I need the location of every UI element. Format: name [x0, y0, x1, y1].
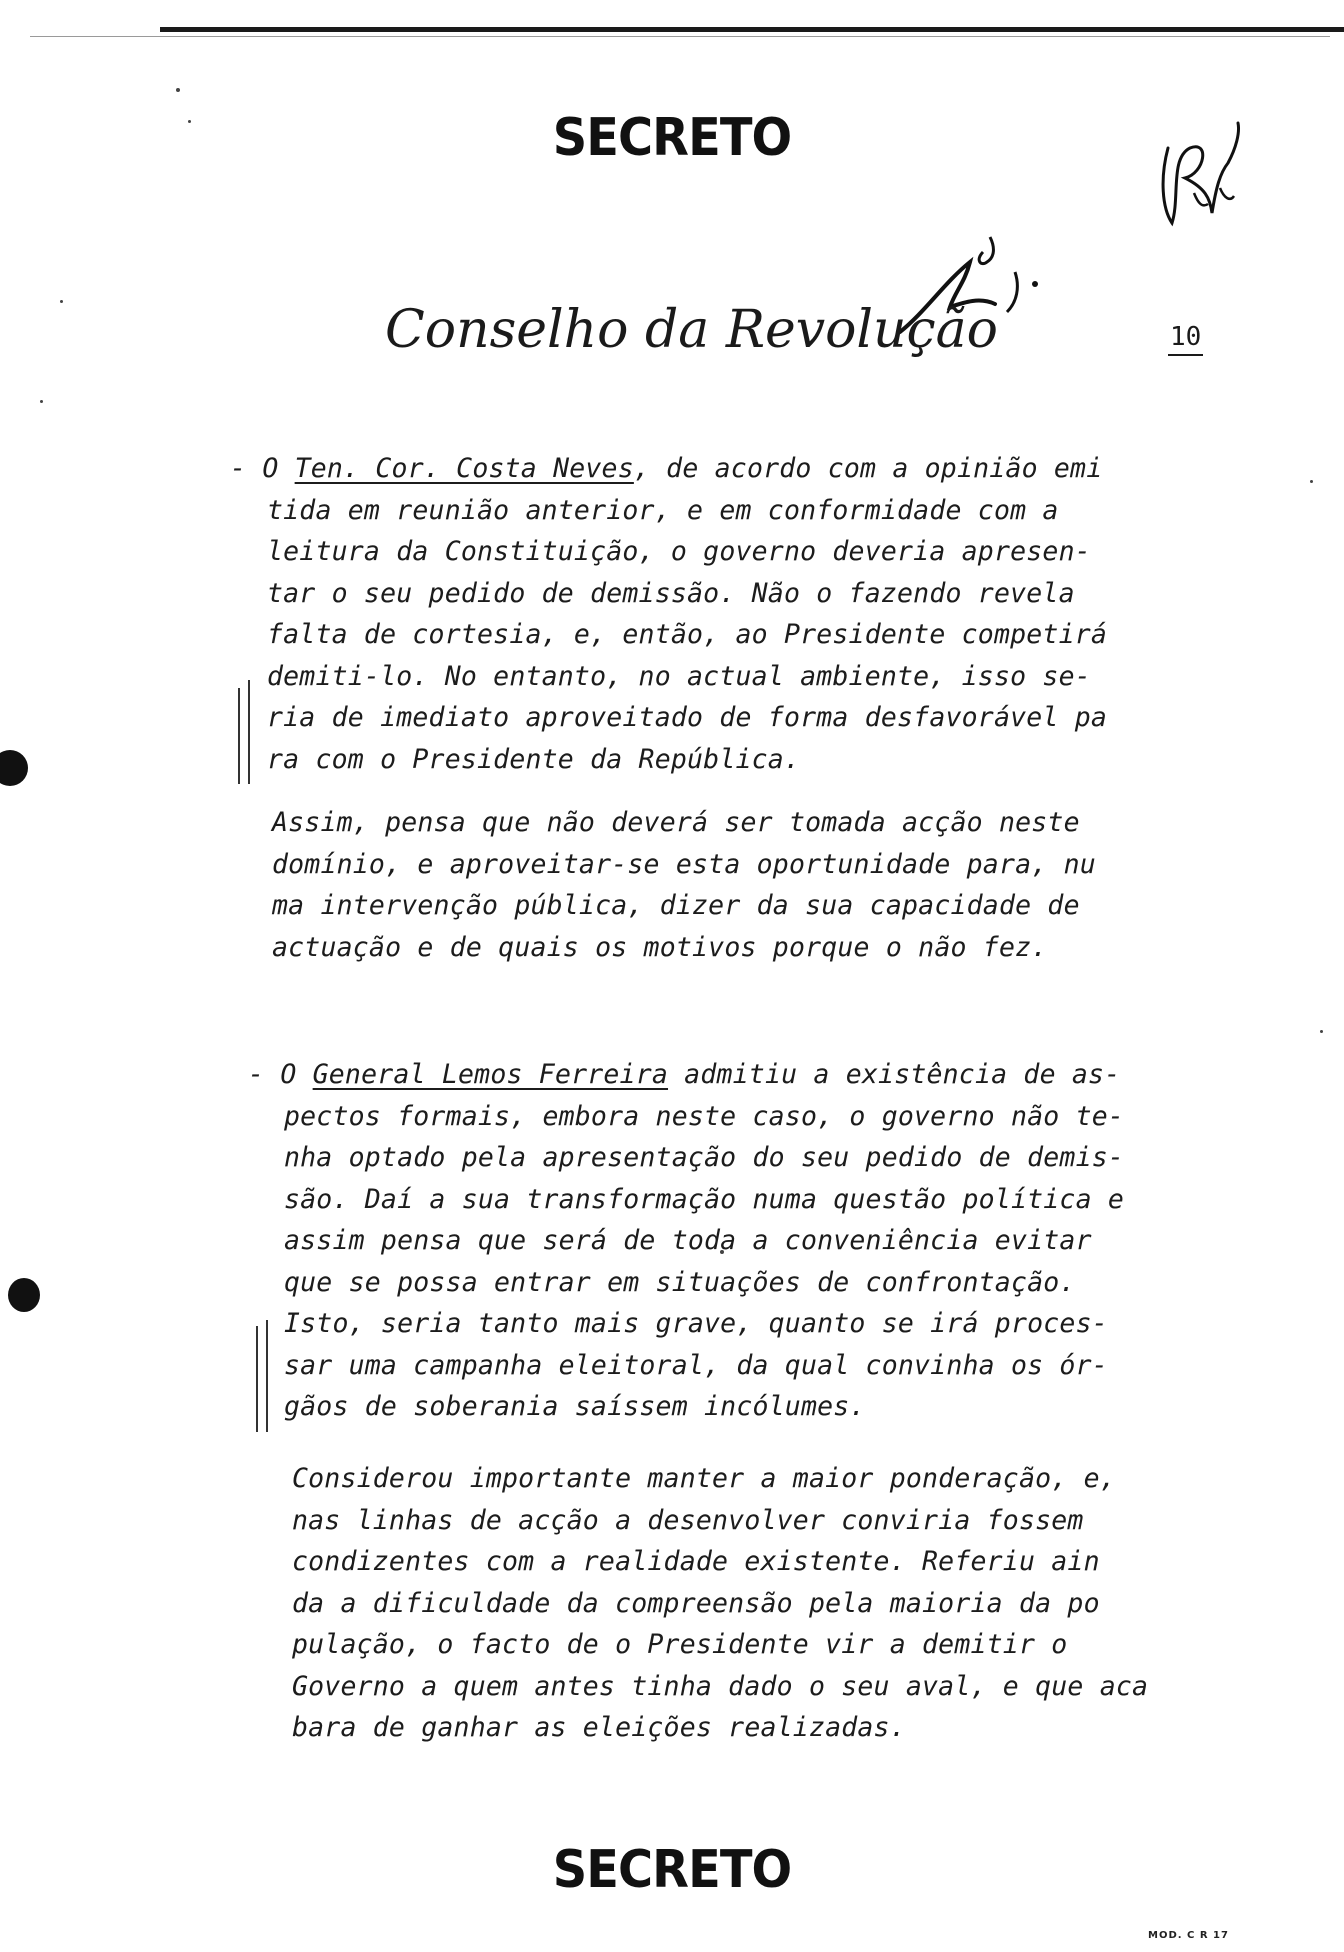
bullet: -	[230, 453, 247, 484]
text-line: actuação e de quais os motivos porque o não fez.	[272, 931, 1048, 963]
classification-stamp-bottom: SECRETO	[552, 1840, 792, 1900]
intervention-2-body	[284, 1096, 1124, 1428]
scan-speck	[1320, 1030, 1323, 1033]
text-line: que se possa entrar em situações de confrontação.	[284, 1266, 1076, 1298]
intervention-1-continuation	[272, 802, 1096, 968]
text-line: domínio, e aproveitar-se esta oportunidade para, nu	[272, 848, 1096, 880]
bullet: -	[248, 1059, 265, 1090]
text-line: ma intervenção pública, dizer da sua capacidade de	[272, 890, 1080, 921]
intervention-1	[230, 448, 1102, 490]
text-line: nas linhas de acção a desenvolver conviria fossem	[292, 1504, 1084, 1536]
text-line: bara de ganhar as eleições realizadas.	[292, 1712, 906, 1743]
text-line: condizentes com a realidade existente. Referiu ain	[292, 1546, 1100, 1577]
text-line: são. Daí a sua transformação numa questão política e	[284, 1183, 1125, 1215]
scan-speck	[176, 88, 180, 92]
form-code: MOD. C R 17	[1148, 1930, 1229, 1941]
text-line: Isto, seria tanto mais grave, quanto se irá proces-	[284, 1308, 1108, 1339]
text-line: assim pensa que será de toda a conveniência evitar	[284, 1225, 1092, 1256]
margin-mark	[256, 1326, 258, 1432]
speaker-name: General Lemos Ferreira	[312, 1059, 669, 1090]
text-line: ria de imediato aproveitado de forma desfavorável pa	[267, 702, 1108, 733]
text-line: tida em reunião anterior, e em conformidade com a	[267, 494, 1059, 526]
text-line: falta de cortesia, e, então, ao Presidente competirá	[267, 619, 1108, 650]
speaker-name: Ten. Cor. Costa Neves	[294, 453, 634, 484]
margin-mark	[238, 688, 240, 784]
binder-hole-top	[0, 750, 28, 786]
text-line: Considerou importante manter a maior ponderação, e,	[292, 1463, 1116, 1494]
text-line: nha optado pela apresentação do seu pedido de demis-	[284, 1142, 1125, 1173]
intervention-2-continuation	[292, 1458, 1148, 1749]
text-line: Assim, pensa que não deverá ser tomada acção neste	[272, 807, 1080, 838]
text-line: gãos de soberania saíssem incólumes.	[284, 1391, 866, 1422]
text-line: pectos formais, embora neste caso, o governo não te-	[284, 1100, 1125, 1132]
text-line: sar uma campanha eleitoral, da qual convinha os ór-	[284, 1349, 1108, 1381]
text-line: ra com o Presidente da República.	[267, 743, 801, 775]
intervention-2	[248, 1054, 1120, 1096]
scan-top-line	[30, 36, 1330, 37]
intervention-2-first-line: - O General Lemos Ferreira admitiu a existência de as-	[248, 1059, 1121, 1090]
page-number: 10	[1168, 322, 1203, 356]
text-line: leitura da Constituição, o governo deveria apresen-	[267, 536, 1091, 567]
scan-speck	[1310, 480, 1313, 483]
scan-top-edge	[160, 27, 1344, 32]
intervention-1-body	[267, 490, 1107, 781]
margin-mark	[248, 680, 250, 784]
intervention-1-first-line: - O Ten. Cor. Costa Neves, de acordo com a opinião emi	[230, 453, 1103, 484]
text-line: Governo a quem antes tinha dado o seu aval, e que aca	[292, 1670, 1149, 1702]
text-line: tar o seu pedido de demissão. Não o fazendo revela	[267, 577, 1075, 609]
text-line: pulação, o facto de o Presidente vir a demitir o	[292, 1629, 1068, 1660]
binder-hole-bottom	[8, 1278, 40, 1312]
text-line: da a dificuldade da compreensão pela maioria da po	[292, 1587, 1100, 1619]
scan-speck	[40, 400, 43, 403]
margin-mark	[266, 1320, 268, 1432]
handwritten-initials-top-right	[1150, 118, 1250, 248]
letterhead-title: Conselho da Revolução	[385, 300, 998, 360]
classification-stamp-top: SECRETO	[552, 108, 792, 168]
scan-speck	[60, 300, 63, 303]
text-line: demiti-lo. No entanto, no actual ambiente, isso se-	[267, 660, 1091, 692]
